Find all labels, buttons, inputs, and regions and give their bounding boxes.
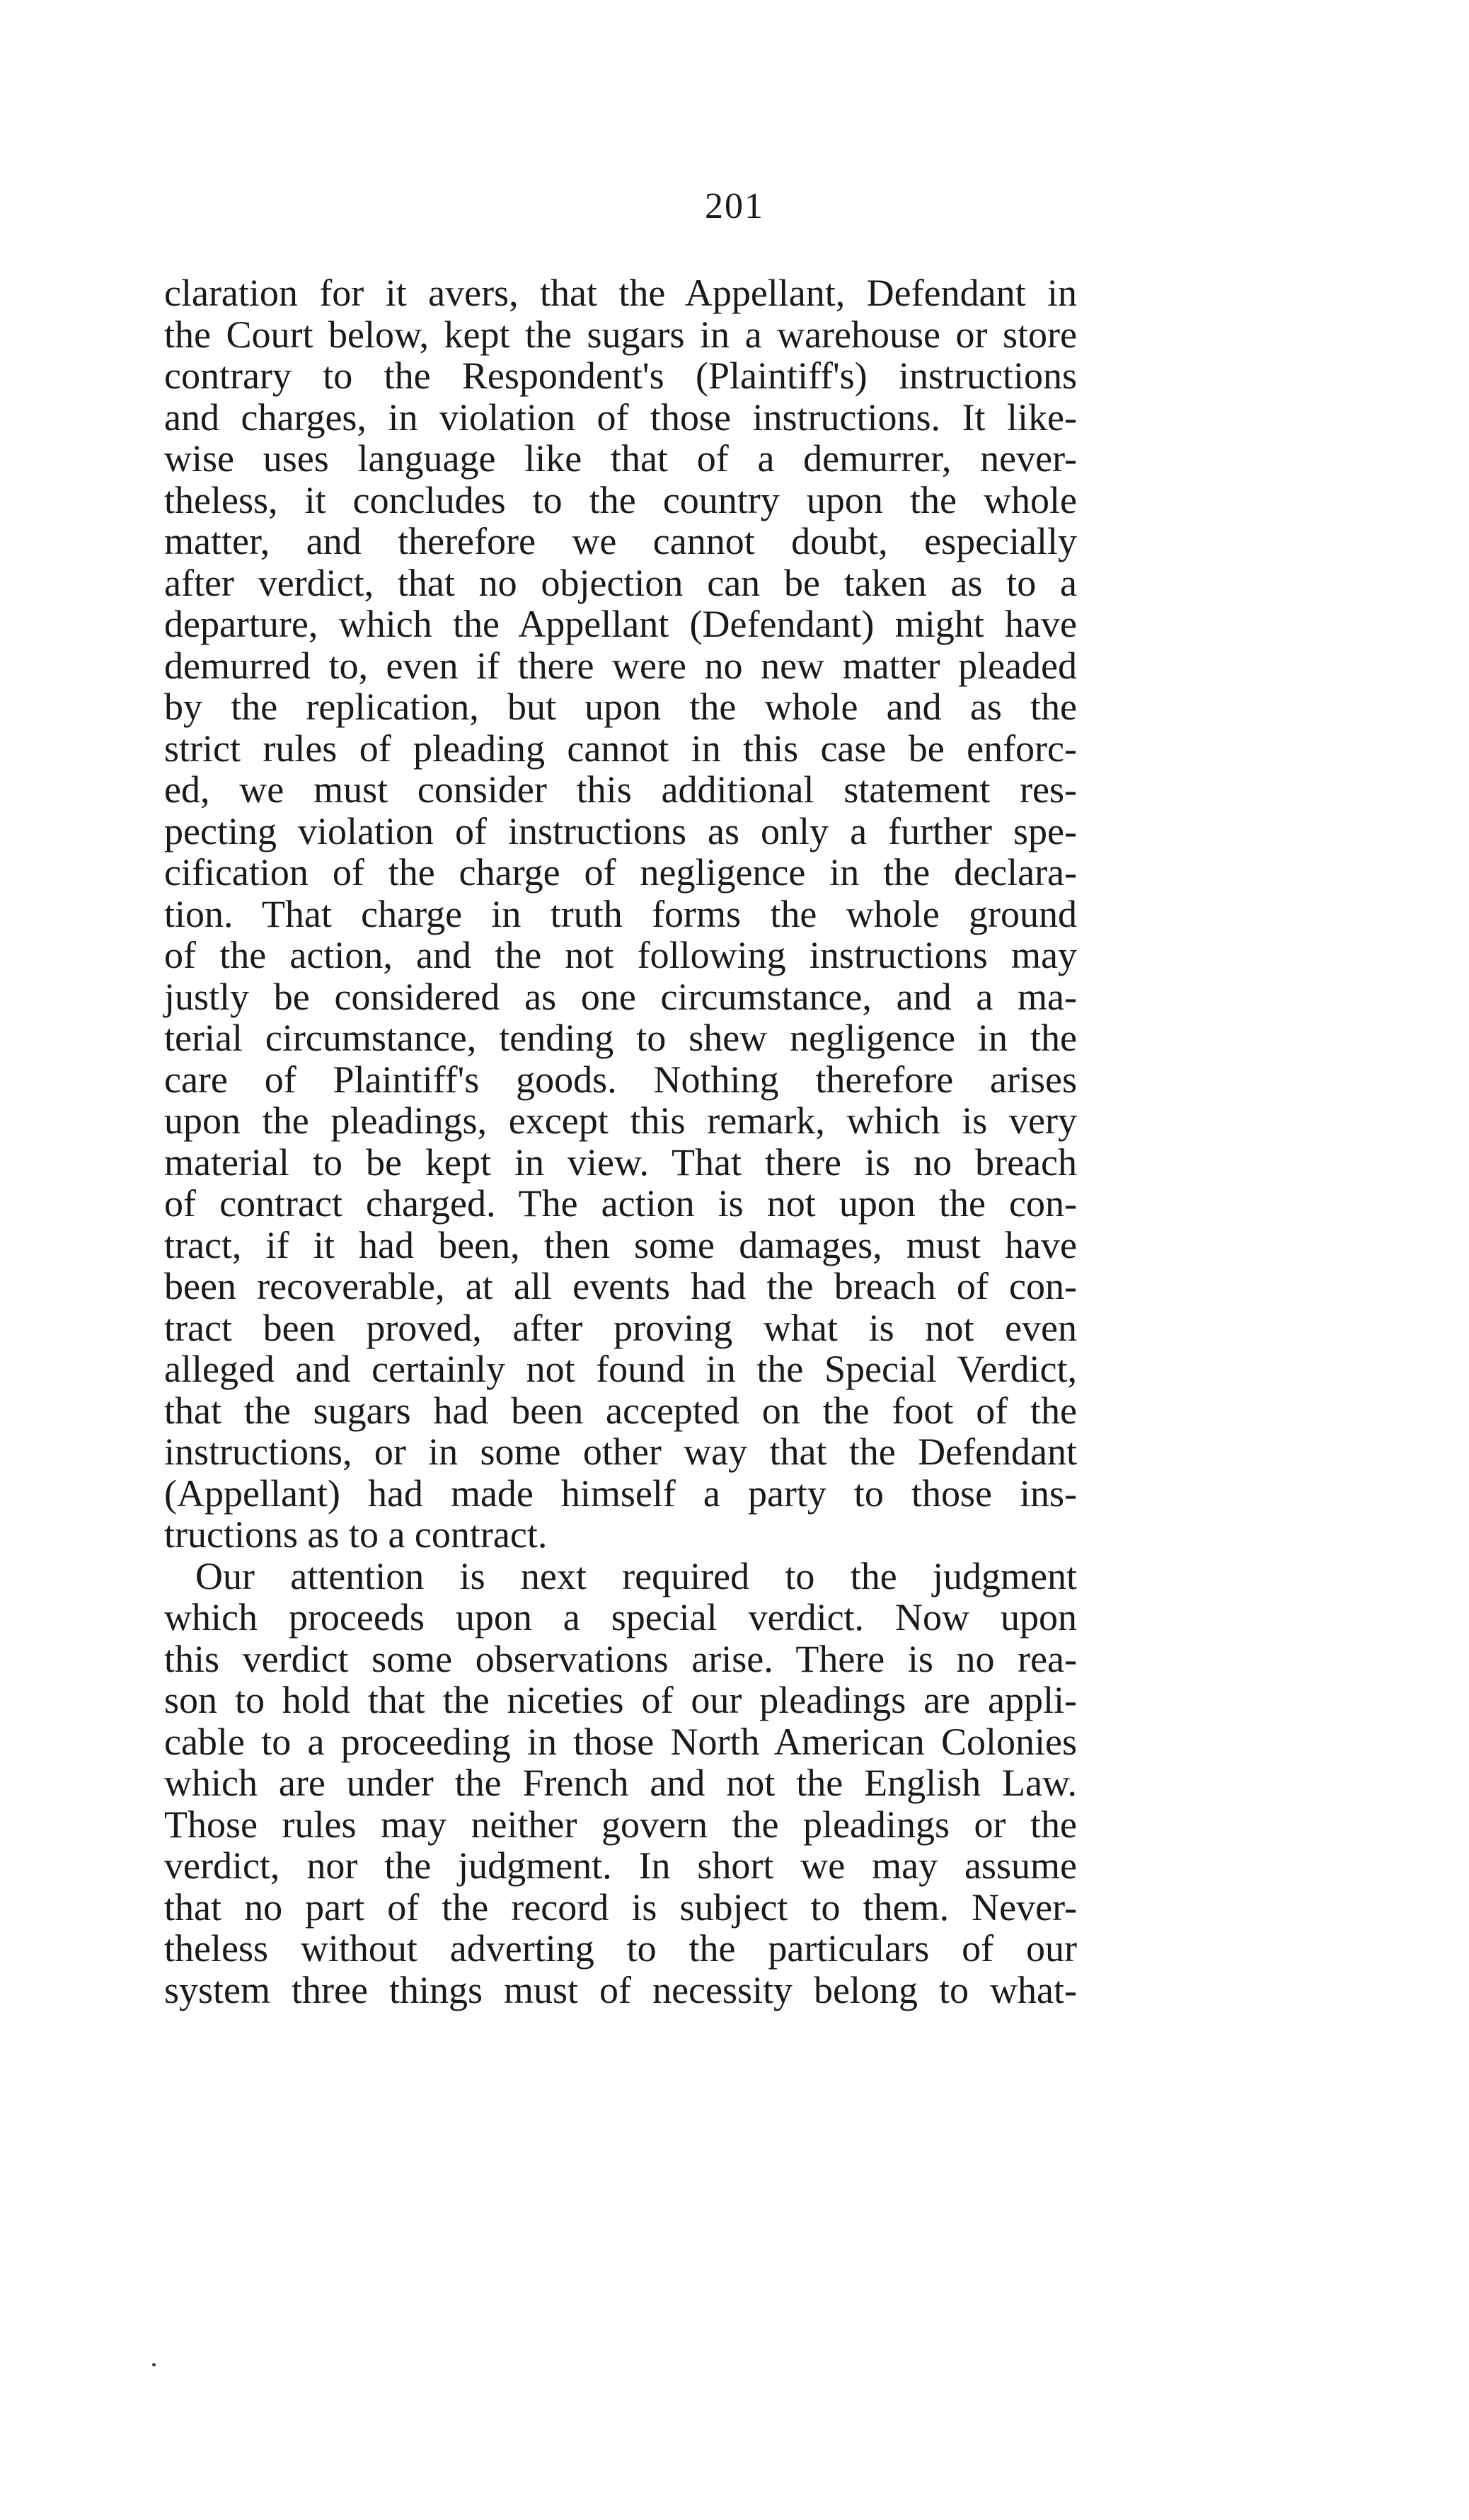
text-line: tract, if it had been, then some damages, must have	[164, 1223, 1077, 1266]
text-line: system three things must of necessity belong to what-	[164, 1968, 1077, 2011]
text-line: son to hold that the niceties of our pleadings are appli-	[164, 1679, 1077, 1721]
text-line: matter, and therefore we cannot doubt, especially	[164, 520, 1077, 562]
text-line: material to be kept in view. That there is no breach	[164, 1140, 1077, 1184]
text-line: upon the pleadings, except this remark, which is very	[164, 1099, 1077, 1142]
text-line: alleged and certainly not found in the Special Verdict,	[164, 1348, 1077, 1390]
text-line: terial circumstance, tending to shew negligence in the	[164, 1017, 1077, 1059]
text-line: tion. That charge in truth forms the whole ground	[164, 892, 1077, 935]
text-line: instructions, or in some other way that the Defendant	[164, 1430, 1077, 1473]
text-line: been recoverable, at all events had the breach of con-	[164, 1265, 1077, 1307]
text-line: ed, we must consider this additional statement res-	[164, 768, 1077, 811]
text-line: that the sugars had been accepted on the foot of the	[164, 1389, 1077, 1432]
text-line: that no part of the record is subject to them. Never-	[164, 1885, 1077, 1929]
text-line: of contract charged. The action is not upon the con-	[164, 1182, 1077, 1225]
text-line: the Court below, kept the sugars in a warehouse or store	[164, 313, 1077, 356]
text-line: Those rules may neither govern the pleadings or the	[164, 1803, 1077, 1846]
page-number: 201	[705, 186, 764, 226]
text-line: tructions as to a contract.	[164, 1513, 548, 1556]
text-line: contrary to the Respondent's (Plaintiff's) instructions	[164, 354, 1077, 397]
text-line: theless without adverting to the particulars of our	[164, 1927, 1077, 1970]
text-line: tract been proved, after proving what is not even	[164, 1306, 1077, 1349]
text-line: Our attention is next required to the judgment	[195, 1554, 1077, 1597]
body-text	[164, 272, 1077, 2011]
text-line: this verdict some observations arise. There is no rea-	[164, 1637, 1077, 1680]
text-line: justly be considered as one circumstance, and a ma-	[164, 975, 1077, 1018]
text-line: which proceeds upon a special verdict. Now upon	[164, 1596, 1077, 1638]
text-line: cification of the charge of negligence in the declara-	[164, 851, 1077, 894]
text-line: after verdict, that no objection can be taken as to a	[164, 561, 1077, 604]
text-line: claration for it avers, that the Appellant, Defendant in	[164, 272, 1077, 314]
text-line: verdict, nor the judgment. In short we may assume	[164, 1844, 1077, 1887]
text-line: cable to a proceeding in those North American Colonies	[164, 1720, 1077, 1763]
text-line: by the replication, but upon the whole and as the	[164, 686, 1077, 728]
text-line: demurred to, even if there were no new matter pleaded	[164, 644, 1077, 687]
text-line: which are under the French and not the English Law.	[164, 1762, 1077, 1804]
text-line: pecting violation of instructions as only a further spe-	[164, 809, 1077, 852]
text-line: strict rules of pleading cannot in this case be enforc-	[164, 727, 1077, 770]
stray-ink-mark	[152, 2363, 156, 2366]
text-line: of the action, and the not following instructions may	[164, 934, 1077, 976]
text-line: care of Plaintiff's goods. Nothing therefore arises	[164, 1058, 1077, 1101]
text-line: wise uses language like that of a demurrer, never-	[164, 437, 1077, 480]
text-line: departure, which the Appellant (Defendant) might have	[164, 603, 1077, 645]
text-line: and charges, in violation of those instructions. It like-	[164, 395, 1077, 439]
text-line: (Appellant) had made himself a party to those ins-	[164, 1472, 1077, 1515]
text-line: theless, it concludes to the country upon the whole	[164, 478, 1077, 521]
